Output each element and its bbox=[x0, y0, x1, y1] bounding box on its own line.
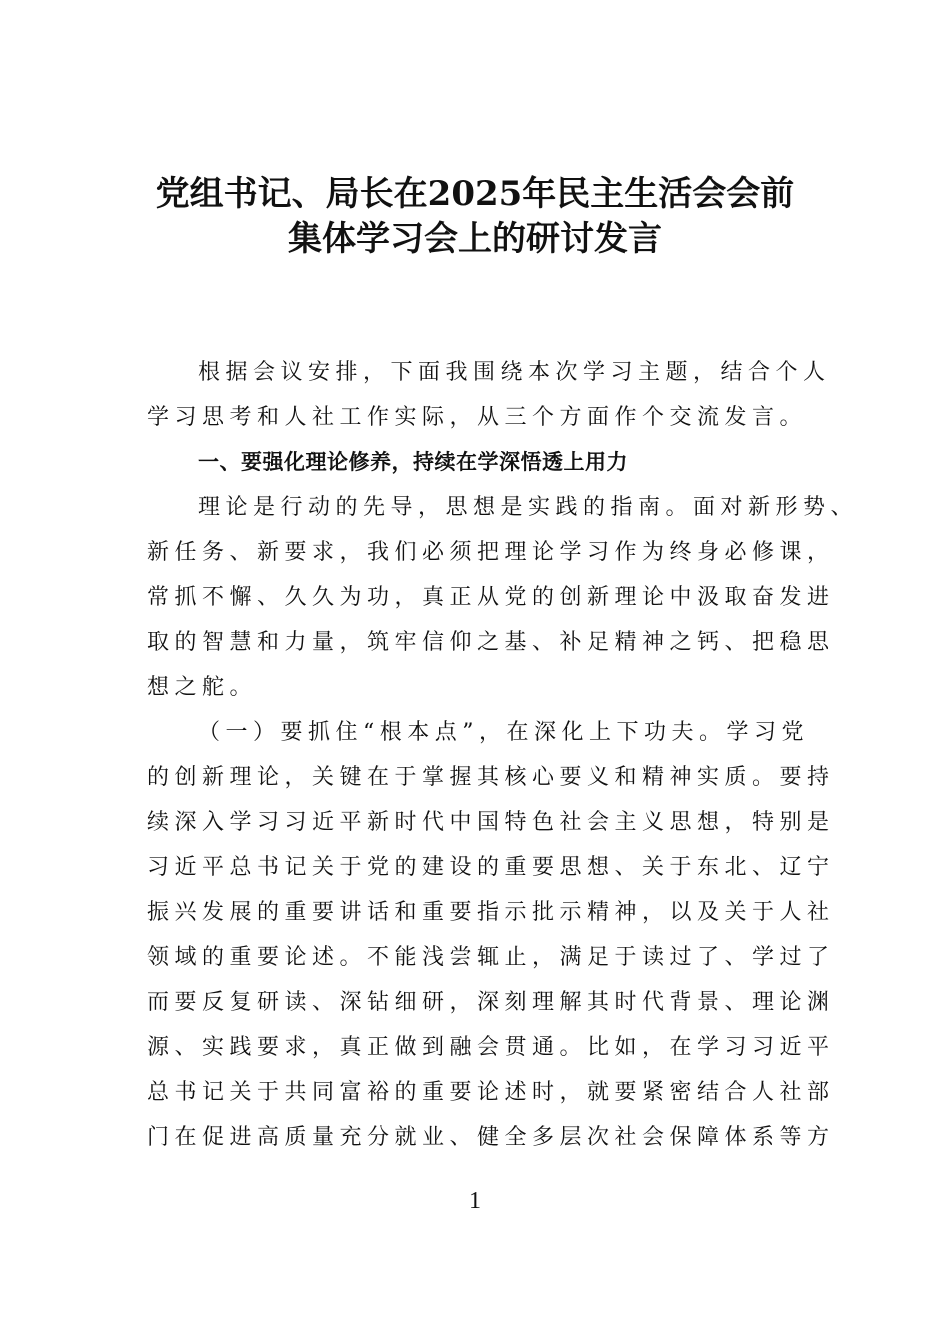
section-heading: 一、要强化理论修养，持续在学深悟透上用力 bbox=[198, 450, 628, 474]
body-paragraph bbox=[147, 350, 831, 440]
paragraph-line: 领域的重要论述。不能浅尝辄止，满足于读过了、学过了 bbox=[147, 945, 835, 970]
paragraph-line: 续深入学习习近平新时代中国特色社会主义思想，特别是 bbox=[147, 810, 835, 835]
document-title-line-1: 党组书记、局长在2025年民主生活会会前 bbox=[155, 174, 795, 214]
paragraph-line: 而要反复研读、深钻细研，深刻理解其时代背景、理论渊 bbox=[147, 990, 835, 1015]
paragraph-line: （一）要抓住“根本点”，在深化上下功夫。学习党 bbox=[198, 720, 809, 745]
paragraph-line: 振兴发展的重要讲话和重要指示批示精神，以及关于人社 bbox=[147, 900, 835, 925]
paragraph-line: 理论是行动的先导，思想是实践的指南。面对新形势、 bbox=[198, 495, 859, 520]
paragraph-line: 想之舵。 bbox=[147, 675, 258, 700]
document-title-line-2: 集体学习会上的研讨发言 bbox=[288, 219, 662, 259]
body-paragraph bbox=[147, 710, 835, 1160]
paragraph-line: 的创新理论，关键在于掌握其核心要义和精神实质。要持 bbox=[147, 765, 835, 790]
paragraph-line: 总书记关于共同富裕的重要论述时，就要紧密结合人社部 bbox=[147, 1080, 835, 1105]
paragraph-line: 常抓不懈、久久为功，真正从党的创新理论中汲取奋发进 bbox=[147, 585, 835, 610]
paragraph-line: 根据会议安排，下面我围绕本次学习主题，结合个人 bbox=[198, 360, 831, 385]
paragraph-line: 学习思考和人社工作实际，从三个方面作个交流发言。 bbox=[147, 405, 808, 430]
paragraph-line: 取的智慧和力量，筑牢信仰之基、补足精神之钙、把稳思 bbox=[147, 630, 835, 655]
body-paragraph bbox=[147, 485, 859, 710]
page-number: 1 bbox=[469, 1188, 481, 1214]
document-body bbox=[147, 350, 859, 1160]
paragraph-line: 源、实践要求，真正做到融会贯通。比如，在学习习近平 bbox=[147, 1035, 835, 1060]
paragraph-line: 习近平总书记关于党的建设的重要思想、关于东北、辽宁 bbox=[147, 855, 835, 880]
paragraph-line: 新任务、新要求，我们必须把理论学习作为终身必修课， bbox=[147, 540, 835, 565]
paragraph-line: 门在促进高质量充分就业、健全多层次社会保障体系等方 bbox=[147, 1125, 835, 1150]
